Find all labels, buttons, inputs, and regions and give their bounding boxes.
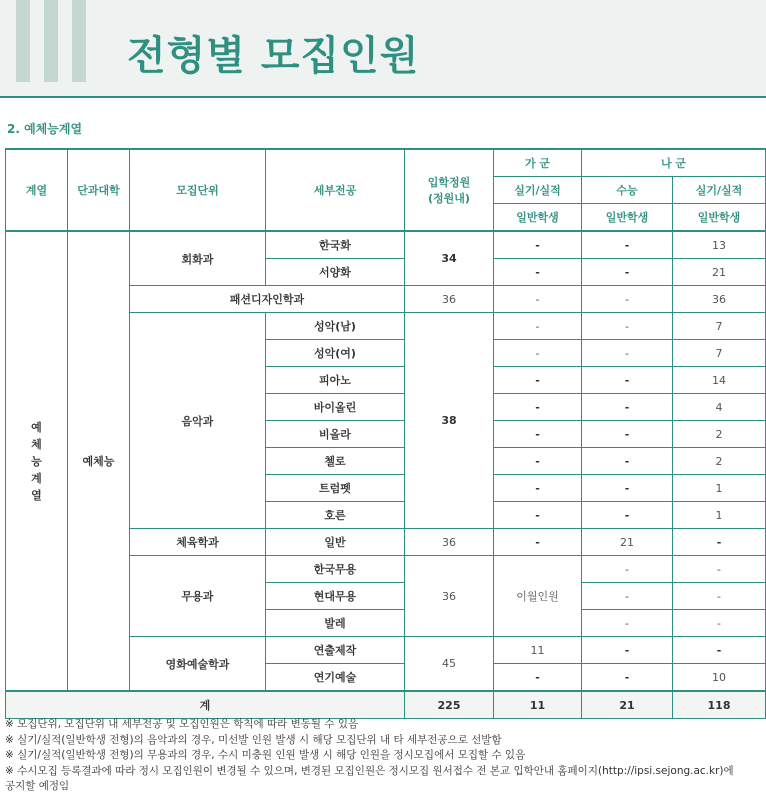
- major-cell: 바이올린: [266, 394, 405, 421]
- footnotes: [5, 717, 763, 795]
- unit-cell: 음악과: [130, 313, 266, 529]
- na2-cell: 14: [673, 367, 766, 394]
- major-cell: 성악(여): [266, 340, 405, 367]
- major-cell: 호른: [266, 502, 405, 529]
- page-header: [0, 0, 766, 98]
- major-cell: 연출제작: [266, 637, 405, 664]
- header-gyeyeol: 계열: [6, 149, 68, 231]
- major-cell: 첼로: [266, 448, 405, 475]
- quota-cell: 45: [405, 637, 494, 692]
- na2-cell: 1: [673, 502, 766, 529]
- section-title: 2. 예체능계열: [7, 122, 83, 136]
- na1-cell: -: [582, 502, 673, 529]
- na1-cell: -: [582, 610, 673, 637]
- footnote: 공지할 예정임: [5, 780, 70, 792]
- major-cell: 발레: [266, 610, 405, 637]
- header-unit: 모집단위: [130, 149, 266, 231]
- na2-cell: -: [673, 610, 766, 637]
- unit-cell: 무용과: [130, 556, 266, 637]
- total-ga: 11: [494, 691, 582, 719]
- header-na-sub2: 실기/실적: [673, 177, 766, 204]
- na2-cell: 7: [673, 313, 766, 340]
- quota-cell: 36: [405, 286, 494, 313]
- major-cell: 일반: [266, 529, 405, 556]
- major-cell: 비올라: [266, 421, 405, 448]
- ga-cell: -: [494, 313, 582, 340]
- major-cell: 서양화: [266, 259, 405, 286]
- footnote: ※ 모집단위, 모집단위 내 세부전공 및 모집인원은 학칙에 따라 변동될 수 있음: [5, 718, 359, 730]
- major-cell: 트럼펫: [266, 475, 405, 502]
- na2-cell: 21: [673, 259, 766, 286]
- ga-cell: -: [494, 231, 582, 259]
- na1-cell: -: [582, 340, 673, 367]
- major-cell: 한국무용: [266, 556, 405, 583]
- total-label: 계: [6, 691, 405, 719]
- na1-cell: -: [582, 421, 673, 448]
- unit-cell: 체육학과: [130, 529, 266, 556]
- footnote: ※ 실기/실적(일반학생 전형)의 무용과의 경우, 수시 미충원 인원 발생 시 해당 인원을 정시모집에서 모집할 수 있음: [5, 749, 526, 761]
- header-ga-sub: 실기/실적: [494, 177, 582, 204]
- na1-cell: -: [582, 286, 673, 313]
- ga-cell: -: [494, 259, 582, 286]
- total-na2: 118: [673, 691, 766, 719]
- total-row: [6, 691, 766, 719]
- na2-cell: -: [673, 529, 766, 556]
- header-quota: [405, 149, 494, 231]
- ga-cell: -: [494, 502, 582, 529]
- na2-cell: 4: [673, 394, 766, 421]
- unit-cell: 패션디자인학과: [130, 286, 405, 313]
- decorative-bar: [16, 0, 30, 82]
- ga-cell: -: [494, 367, 582, 394]
- ga-cell: -: [494, 340, 582, 367]
- na2-cell: 2: [673, 421, 766, 448]
- page-title: 전형별 모집인원: [127, 33, 420, 79]
- major-cell: 성악(남): [266, 313, 405, 340]
- ga-cell: -: [494, 448, 582, 475]
- na1-cell: -: [582, 394, 673, 421]
- na1-cell: -: [582, 259, 673, 286]
- na2-cell: 2: [673, 448, 766, 475]
- header-ga-type: 일반학생: [494, 204, 582, 232]
- ga-cell: -: [494, 394, 582, 421]
- na2-cell: 13: [673, 231, 766, 259]
- decorative-bar: [44, 0, 58, 82]
- quota-cell: 34: [405, 231, 494, 286]
- major-cell: 연기예술: [266, 664, 405, 692]
- na2-cell: 1: [673, 475, 766, 502]
- na1-cell: -: [582, 637, 673, 664]
- header-na-type2: 일반학생: [673, 204, 766, 232]
- ga-cell: -: [494, 475, 582, 502]
- footnote: ※ 수시모집 등록결과에 따라 정시 모집인원이 변경될 수 있으며, 변경된 모집인원은 정시모집 원서접수 전 본교 입학안내 홈페이지(http://ipsi.sejong.ac.kr)에: [5, 764, 734, 777]
- ga-cell: 11: [494, 637, 582, 664]
- college-cell: 예체능: [68, 231, 130, 691]
- na2-cell: 36: [673, 286, 766, 313]
- decorative-bar: [72, 0, 86, 82]
- unit-cell: 영화예술학과: [130, 637, 266, 692]
- na1-cell: -: [582, 556, 673, 583]
- na1-cell: -: [582, 367, 673, 394]
- admission-quota-table: [5, 148, 766, 719]
- header-quota-line1: 입학정원: [427, 176, 471, 189]
- na2-cell: 7: [673, 340, 766, 367]
- ga-cell: 이월인원: [494, 556, 582, 637]
- major-cell: 피아노: [266, 367, 405, 394]
- table-row: [6, 231, 766, 259]
- na1-cell: 21: [582, 529, 673, 556]
- gyeyeol-cell: [6, 231, 68, 691]
- gyeyeol-label: 예 체 능 계 열: [31, 420, 42, 502]
- major-cell: 한국화: [266, 231, 405, 259]
- header-na-type1: 일반학생: [582, 204, 673, 232]
- header-quota-line2: (정원내): [428, 192, 470, 205]
- ga-cell: -: [494, 286, 582, 313]
- ga-cell: -: [494, 529, 582, 556]
- major-cell: 현대무용: [266, 583, 405, 610]
- header-na-group: 나 군: [582, 149, 766, 177]
- ga-cell: -: [494, 664, 582, 692]
- total-na1: 21: [582, 691, 673, 719]
- na2-cell: -: [673, 637, 766, 664]
- na1-cell: -: [582, 664, 673, 692]
- na2-cell: -: [673, 583, 766, 610]
- quota-cell: 36: [405, 529, 494, 556]
- na1-cell: -: [582, 448, 673, 475]
- ga-cell: -: [494, 421, 582, 448]
- footnote: ※ 실기/실적(일반학생 전형)의 음악과의 경우, 미선발 인원 발생 시 해당 모집단위 내 타 세부전공으로 선발함: [5, 733, 502, 746]
- header-divider: [0, 96, 766, 98]
- na2-cell: -: [673, 556, 766, 583]
- header-major: 세부전공: [266, 149, 405, 231]
- header-ga-group: 가 군: [494, 149, 582, 177]
- quota-cell: 38: [405, 313, 494, 529]
- na1-cell: -: [582, 231, 673, 259]
- header-college: 단과대학: [68, 149, 130, 231]
- na1-cell: -: [582, 475, 673, 502]
- na2-cell: 10: [673, 664, 766, 692]
- unit-cell: 회화과: [130, 231, 266, 286]
- quota-cell: 36: [405, 556, 494, 637]
- header-na-sub1: 수능: [582, 177, 673, 204]
- na1-cell: -: [582, 583, 673, 610]
- total-quota: 225: [405, 691, 494, 719]
- na1-cell: -: [582, 313, 673, 340]
